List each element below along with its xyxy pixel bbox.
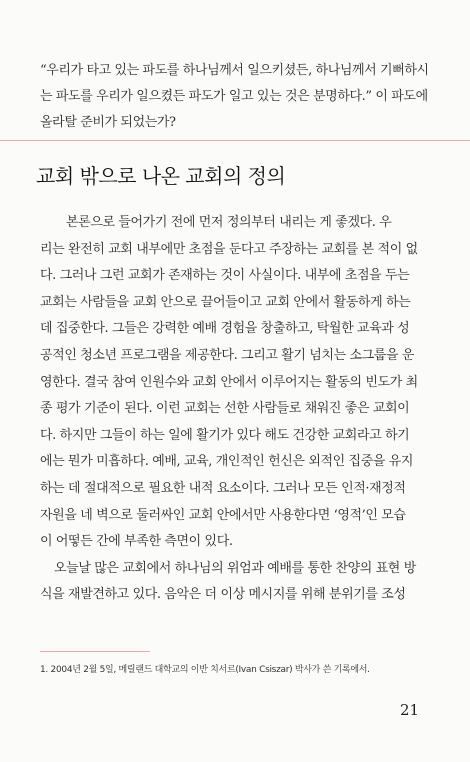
quote-line: 올라탈 준비가 되었는가? xyxy=(40,115,176,130)
body-line: 공적인 청소년 프로그램을 제공한다. 그리고 활기 넘치는 소그룹을 운 xyxy=(40,347,415,363)
body-line: 본론으로 들어가기 전에 먼저 정의부터 내리는 게 좋겠다. 우 xyxy=(66,215,392,230)
footnote: 1. 2004년 2월 5일, 메릴랜드 대학교의 이반 치서르(Ivan Csiszar) 박사가 쓴 기록에서. xyxy=(40,665,370,675)
body-text xyxy=(40,210,440,609)
body-line: 식을 재발견하고 있다. 음악은 더 이상 메시지를 위해 분위기를 조성 xyxy=(40,587,406,603)
body-line: 하는 데 절대적으로 필요한 내적 요소이다. 그러나 모든 인적·재정적 xyxy=(40,480,406,496)
body-line: 이 어떻든 간에 부족한 측면이 있다. xyxy=(40,534,233,550)
body-line: 데 집중한다. 그들은 강력한 예배 경험을 창출하고, 탁월한 교육과 성 xyxy=(40,321,410,337)
body-line: 종 평가 기준이 된다. 이런 교회는 선한 사람들로 채워진 좋은 교회이 xyxy=(40,401,410,417)
body-line: 다. 그러나 그런 교회가 존재하는 것이 사실이다. 내부에 초점을 두는 xyxy=(40,268,410,284)
body-line: 오늘날 많은 교회에서 하나님의 위엄과 예배를 통한 찬양의 표현 방 xyxy=(54,560,416,576)
body-line: 교회는 사람들을 교회 안으로 끌어들이고 교회 안에서 활동하게 하는 xyxy=(40,294,411,310)
body-line: 다. 하지만 그들이 하는 일에 활기가 있다 해도 건강한 교회라고 하기 xyxy=(40,427,410,443)
body-line: 리는 완전히 교회 내부에만 초점을 둔다고 주장하는 교회를 본 적이 없 xyxy=(40,241,418,257)
body-line: 영한다. 결국 참여 인원수와 교회 안에서 이루어지는 활동의 빈도가 최 xyxy=(40,374,418,390)
quote-line: 는 파도를 우리가 일으켰든 파도가 일고 있는 것은 분명하다.” 이 파도에 xyxy=(40,89,428,104)
footnote-divider xyxy=(40,651,150,652)
body-line: 에는 뭔가 미흡하다. 예배, 교육, 개인적인 헌신은 외적인 집중을 유지 xyxy=(40,454,414,470)
page-number: 21 xyxy=(400,701,420,719)
quote-line: “우리가 타고 있는 파도를 하나님께서 일으키셨든, 하나님께서 기뻐하시 xyxy=(40,63,429,78)
body-line: 자원을 네 벽으로 둘러싸인 교회 안에서만 사용한다면 ‘영적’인 모습 xyxy=(40,507,406,523)
section-heading: 교회 밖으로 나온 교회의 정의 xyxy=(36,164,286,188)
section-divider xyxy=(0,140,470,141)
quote-block xyxy=(40,58,435,136)
